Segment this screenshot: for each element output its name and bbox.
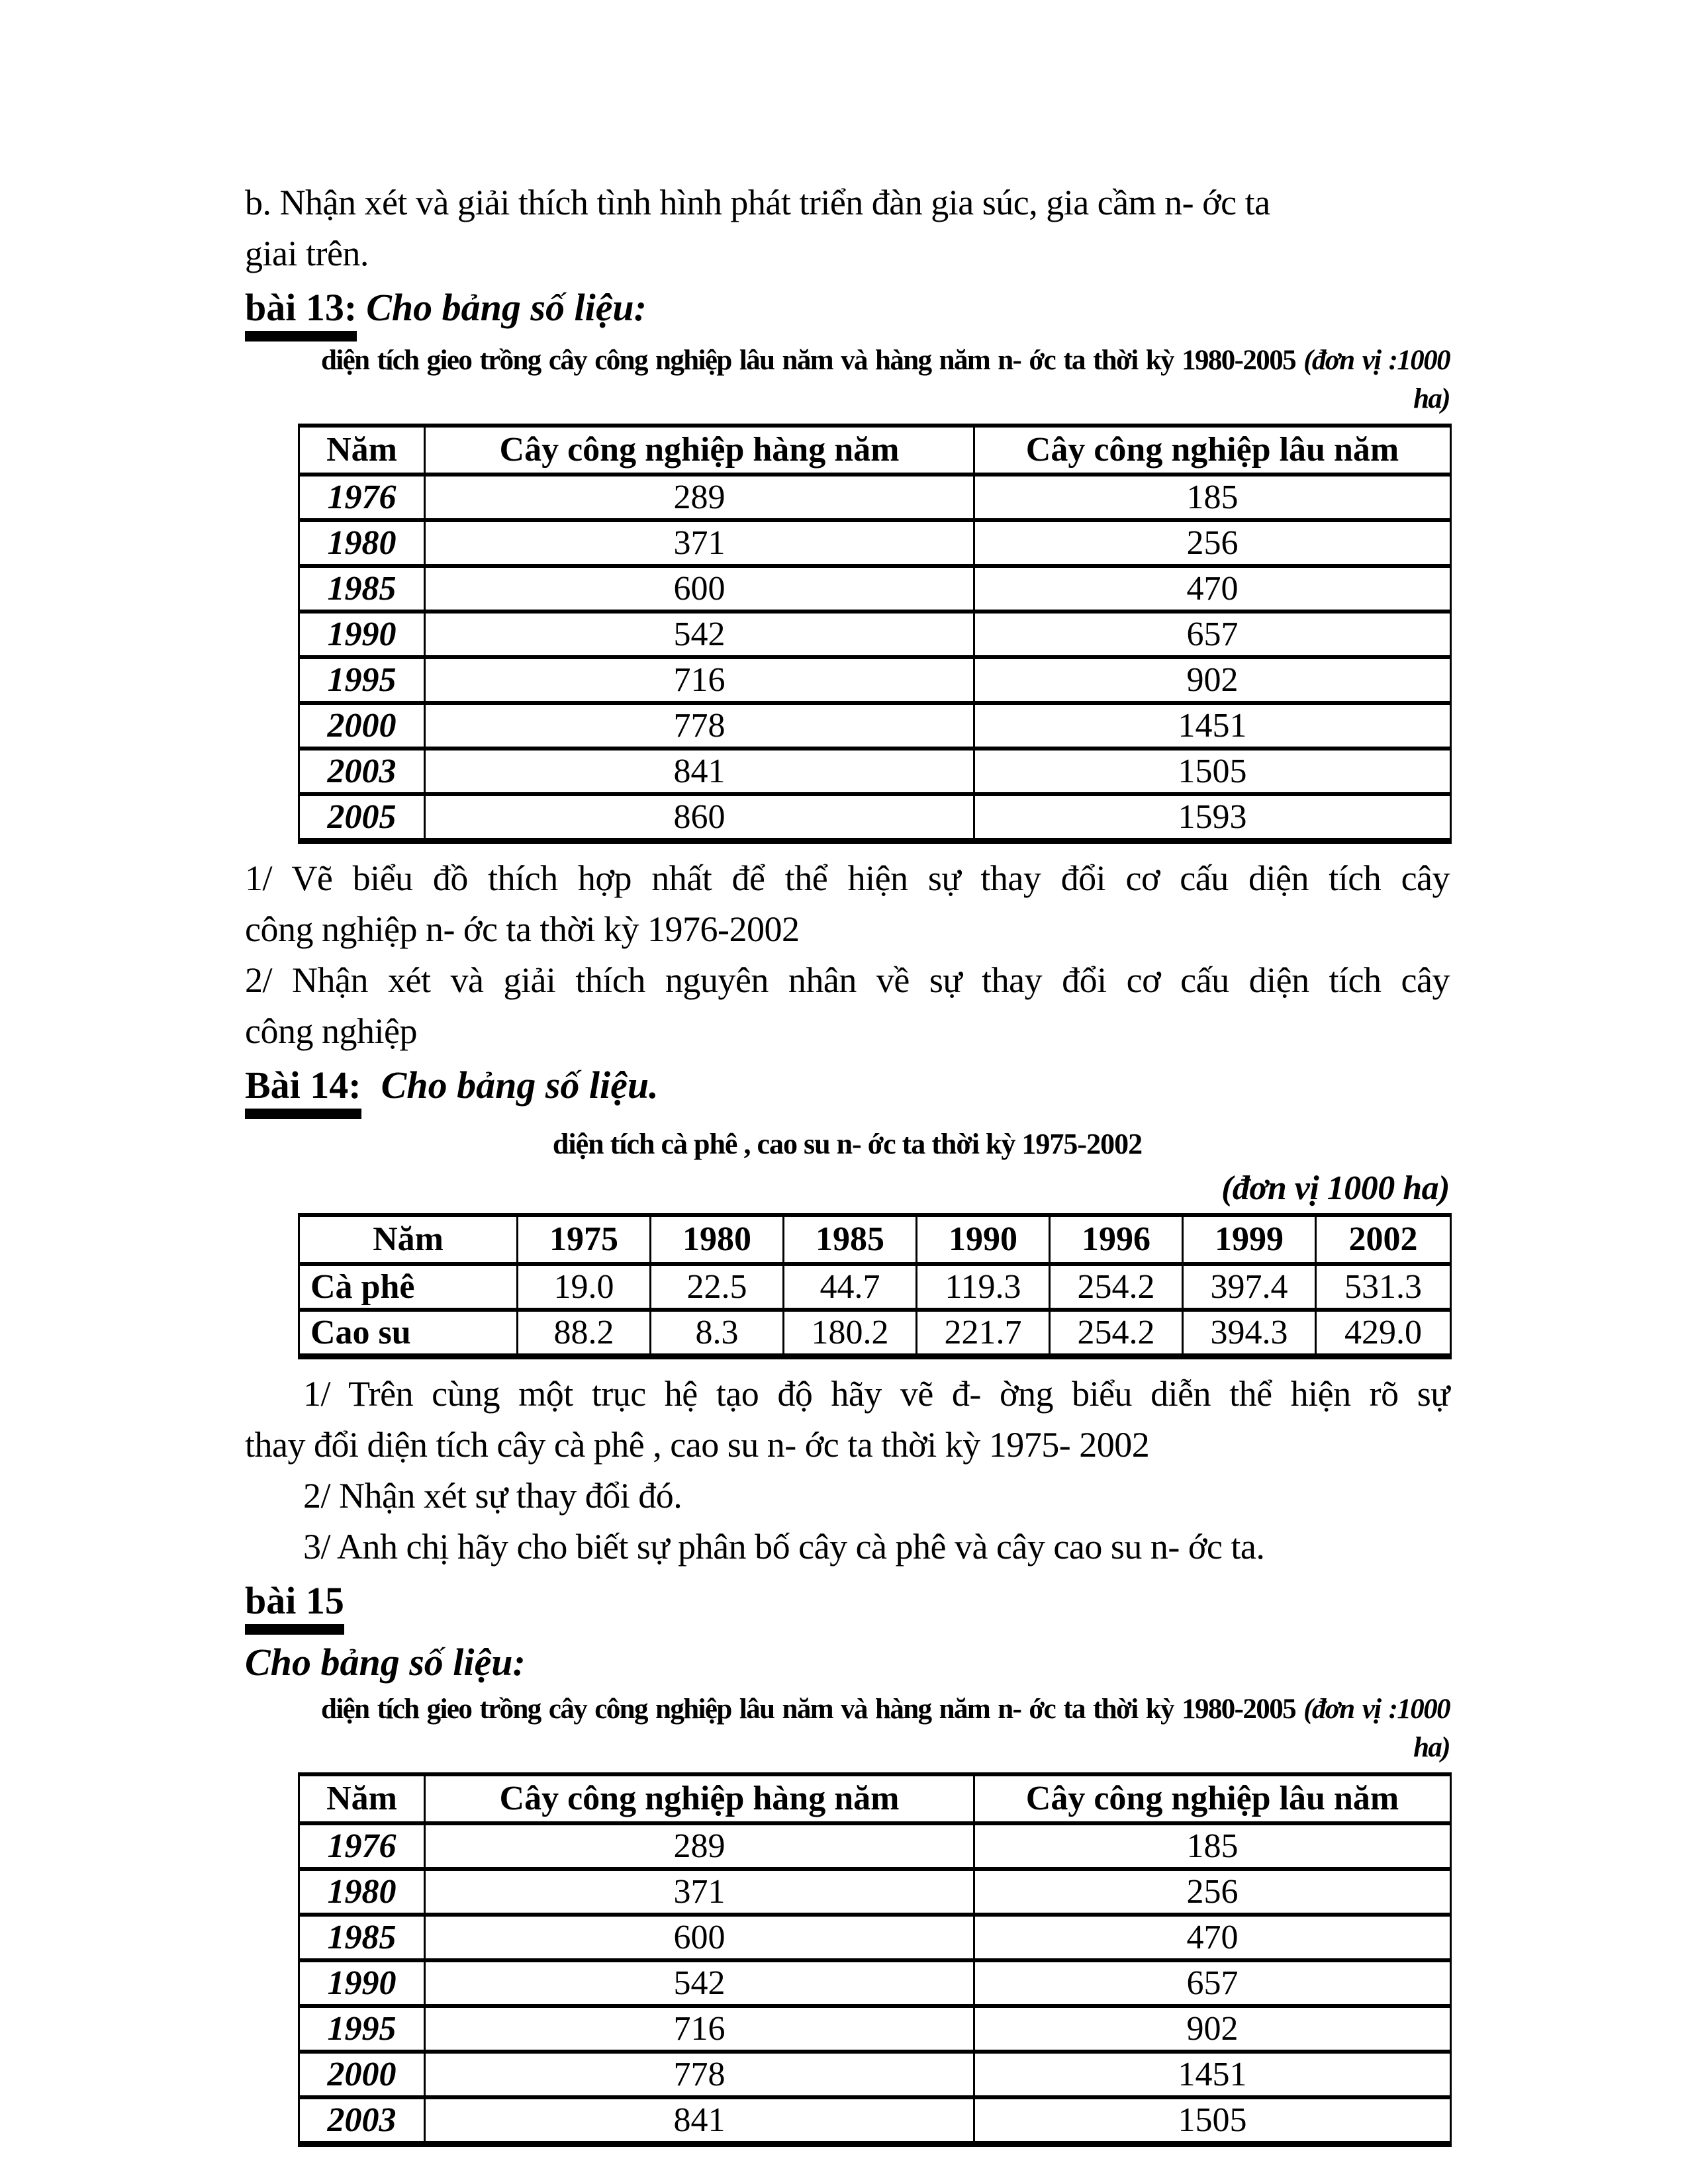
table-row: [299, 2006, 1451, 2052]
table-row: [299, 2052, 1451, 2097]
value-cell: 185: [974, 475, 1451, 520]
value-cell: 44.7: [784, 1264, 917, 1310]
value-cell: 542: [425, 612, 974, 657]
value-cell: 716: [425, 2006, 974, 2052]
value-cell: 1593: [974, 794, 1451, 841]
bai15-caption-unit: (đơn vị :1000: [1303, 1693, 1450, 1725]
bai14-heading: [245, 1057, 1450, 1119]
value-cell: 1505: [974, 749, 1451, 794]
value-cell: 1451: [974, 703, 1451, 749]
year-cell: 1980: [299, 520, 425, 566]
header-cell: Năm: [299, 1774, 425, 1823]
table-row: [299, 749, 1451, 794]
year-cell: 2000: [299, 703, 425, 749]
bai13-caption-text: diện tích gieo trồng cây công nghiệp lâu năm và hàng năm n- ớc ta thời kỳ 1980-2005: [321, 344, 1295, 376]
bai14-unit-label: (đơn vị 1000 ha): [1221, 1169, 1450, 1207]
year-cell: 2003: [299, 2097, 425, 2144]
bai14-question1-line2: thay đổi diện tích cây cà phê , cao su n- ớc ta thời kỳ 1975- 2002: [245, 1424, 1150, 1465]
value-cell: 841: [425, 2097, 974, 2144]
value-cell: 600: [425, 1915, 974, 1960]
bai15-heading-label: bài 15: [245, 1581, 344, 1635]
bai15-caption-text: diện tích gieo trồng cây công nghiệp lâu năm và hàng năm n- ớc ta thời kỳ 1980-2005: [321, 1693, 1295, 1725]
value-cell: 860: [425, 794, 974, 841]
table-row: [299, 566, 1451, 612]
year-cell: 1976: [299, 1823, 425, 1869]
table-row: [299, 703, 1451, 749]
header-cell: Năm: [299, 426, 425, 475]
table-row: [299, 1264, 1451, 1310]
value-cell: 657: [974, 612, 1451, 657]
bai13-caption-unit: (đơn vị :1000: [1303, 344, 1450, 376]
value-cell: 841: [425, 749, 974, 794]
value-cell: 531.3: [1316, 1264, 1451, 1310]
header-cell: Cây công nghiệp hàng năm: [425, 426, 974, 475]
bai14-heading-label: Bài 14:: [245, 1066, 361, 1119]
bai13-question2-line2: công nghiệp: [245, 1011, 417, 1051]
value-cell: 600: [425, 566, 974, 612]
value-cell: 256: [974, 520, 1451, 566]
table-row: [299, 1960, 1451, 2006]
year-cell: 2003: [299, 749, 425, 794]
value-cell: 397.4: [1183, 1264, 1316, 1310]
bai15-table: [298, 1772, 1452, 2147]
header-cell: 1990: [917, 1215, 1050, 1264]
value-cell: 22.5: [651, 1264, 784, 1310]
year-cell: 1995: [299, 657, 425, 703]
bai13-question1-line2: công nghiệp n- ớc ta thời kỳ 1976-2002: [245, 909, 800, 949]
value-cell: 88.2: [518, 1310, 651, 1357]
year-cell: 1990: [299, 1960, 425, 2006]
value-cell: 221.7: [917, 1310, 1050, 1357]
value-cell: 778: [425, 703, 974, 749]
header-cell: 2002: [1316, 1215, 1451, 1264]
value-cell: 371: [425, 1869, 974, 1915]
value-cell: 119.3: [917, 1264, 1050, 1310]
table-row: [299, 1915, 1451, 1960]
table-row: [299, 1869, 1451, 1915]
value-cell: 254.2: [1050, 1264, 1183, 1310]
paragraph-b-line-1: b. Nhận xét và giải thích tình hình phát triển đàn gia súc, gia cầm n- ớc ta: [245, 183, 1270, 222]
bai14-heading-title: Cho bảng số liệu.: [381, 1063, 659, 1107]
table-header-row: [299, 1774, 1451, 1823]
bai13-table: [298, 424, 1452, 844]
bai13-heading-label: bài 13:: [245, 288, 357, 341]
bai13-question2-line1: 2/ Nhận xét và giải thích nguyên nhân về sự thay đổi cơ cấu diện tích cây: [245, 960, 1450, 1000]
bai14-question2: 2/ Nhận xét sự thay đổi đó.: [303, 1475, 682, 1516]
value-cell: 542: [425, 1960, 974, 2006]
year-cell: 1990: [299, 612, 425, 657]
year-cell: 2005: [299, 794, 425, 841]
bai13-heading: [245, 279, 1450, 341]
header-cell: Cây công nghiệp lâu năm: [974, 1774, 1451, 1823]
table-row: [299, 794, 1451, 841]
header-cell: Năm: [299, 1215, 518, 1264]
row-label-cell: Cao su: [299, 1310, 518, 1357]
bai14-table: [298, 1213, 1452, 1359]
table-header-row: [299, 1215, 1451, 1264]
header-cell: 1996: [1050, 1215, 1183, 1264]
year-cell: 1985: [299, 1915, 425, 1960]
value-cell: 470: [974, 566, 1451, 612]
bai14-table-caption: diện tích cà phê , cao su n- ớc ta thời kỳ 1975-2002: [552, 1127, 1143, 1160]
table-row: [299, 657, 1451, 703]
value-cell: 185: [974, 1823, 1451, 1869]
header-cell: Cây công nghiệp hàng năm: [425, 1774, 974, 1823]
value-cell: 716: [425, 657, 974, 703]
year-cell: 1980: [299, 1869, 425, 1915]
header-cell: 1975: [518, 1215, 651, 1264]
value-cell: 254.2: [1050, 1310, 1183, 1357]
bai13-caption-unit-tail: ha): [1413, 383, 1450, 414]
value-cell: 289: [425, 1823, 974, 1869]
value-cell: 289: [425, 475, 974, 520]
value-cell: 1505: [974, 2097, 1451, 2144]
value-cell: 429.0: [1316, 1310, 1451, 1357]
table-row: [299, 475, 1451, 520]
value-cell: 902: [974, 657, 1451, 703]
bai15-caption-unit-tail: ha): [1413, 1731, 1450, 1763]
bai15-subtitle: Cho bảng số liệu:: [245, 1640, 526, 1684]
value-cell: 371: [425, 520, 974, 566]
value-cell: 256: [974, 1869, 1451, 1915]
bai13-question1-line1: 1/ Vẽ biểu đồ thích hợp nhất để thể hiện sự thay đổi cơ cấu diện tích cây: [245, 858, 1450, 898]
header-cell: Cây công nghiệp lâu năm: [974, 426, 1451, 475]
value-cell: 394.3: [1183, 1310, 1316, 1357]
header-cell: 1999: [1183, 1215, 1316, 1264]
bai13-table-caption: [245, 341, 1450, 380]
table-header-row: [299, 426, 1451, 475]
value-cell: 778: [425, 2052, 974, 2097]
paragraph-b-line-2: giai trên.: [245, 234, 369, 273]
value-cell: 19.0: [518, 1264, 651, 1310]
table-row: [299, 612, 1451, 657]
value-cell: 180.2: [784, 1310, 917, 1357]
bai15-heading: [245, 1572, 1450, 1635]
value-cell: 8.3: [651, 1310, 784, 1357]
year-cell: 1985: [299, 566, 425, 612]
value-cell: 657: [974, 1960, 1451, 2006]
bai15-table-caption: [245, 1690, 1450, 1729]
value-cell: 470: [974, 1915, 1451, 1960]
table-row: [299, 1823, 1451, 1869]
bai14-question1-line1: 1/ Trên cùng một trục hệ tạo độ hãy vẽ đ- ờng biểu diễn thể hiện rõ sự: [303, 1373, 1450, 1414]
value-cell: 902: [974, 2006, 1451, 2052]
table-row: [299, 2097, 1451, 2144]
year-cell: 1976: [299, 475, 425, 520]
table-row: [299, 1310, 1451, 1357]
bai14-question3: 3/ Anh chị hãy cho biết sự phân bố cây cà phê và cây cao su n- ớc ta.: [303, 1526, 1265, 1567]
year-cell: 2000: [299, 2052, 425, 2097]
row-label-cell: Cà phê: [299, 1264, 518, 1310]
table-row: [299, 520, 1451, 566]
bai13-heading-title: Cho bảng số liệu:: [366, 286, 647, 329]
value-cell: 1451: [974, 2052, 1451, 2097]
header-cell: 1980: [651, 1215, 784, 1264]
year-cell: 1995: [299, 2006, 425, 2052]
header-cell: 1985: [784, 1215, 917, 1264]
